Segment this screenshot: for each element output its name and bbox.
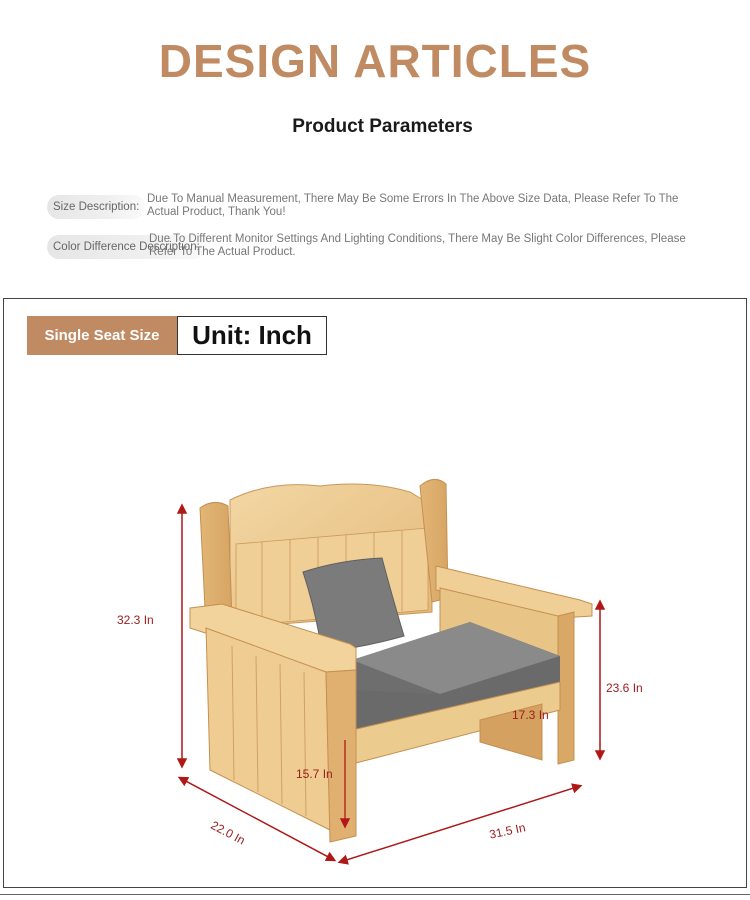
size-label: Single Seat Size — [27, 316, 177, 355]
divider — [0, 894, 750, 895]
color-difference-text: Due To Different Monitor Settings And Lighting Conditions, There May Be Slight Color Differences, Please Refer To The Actual Product. — [149, 233, 686, 258]
size-description-text: Due To Manual Measurement, There May Be Some Errors In The Above Size Data, Please Refer To The Actual Product, Thank You! — [147, 193, 679, 218]
total-height-label: 32.3 In — [117, 613, 154, 627]
seat-height-label: 15.7 In — [296, 767, 333, 781]
color-difference-label: Color Difference Description: — [47, 235, 206, 259]
page-title: DESIGN ARTICLES — [158, 35, 592, 87]
depth-label: 22.0 In — [208, 818, 248, 848]
unit-label: Unit: Inch — [177, 316, 327, 355]
left-armrest — [190, 604, 356, 842]
width-label: 31.5 In — [488, 820, 527, 842]
size-description-label: Size Description: — [47, 195, 145, 219]
armrest-height-label: 23.6 In — [606, 681, 643, 695]
section-subtitle: Product Parameters — [292, 116, 473, 137]
seat-depth-label: 17.3 In — [512, 708, 549, 722]
